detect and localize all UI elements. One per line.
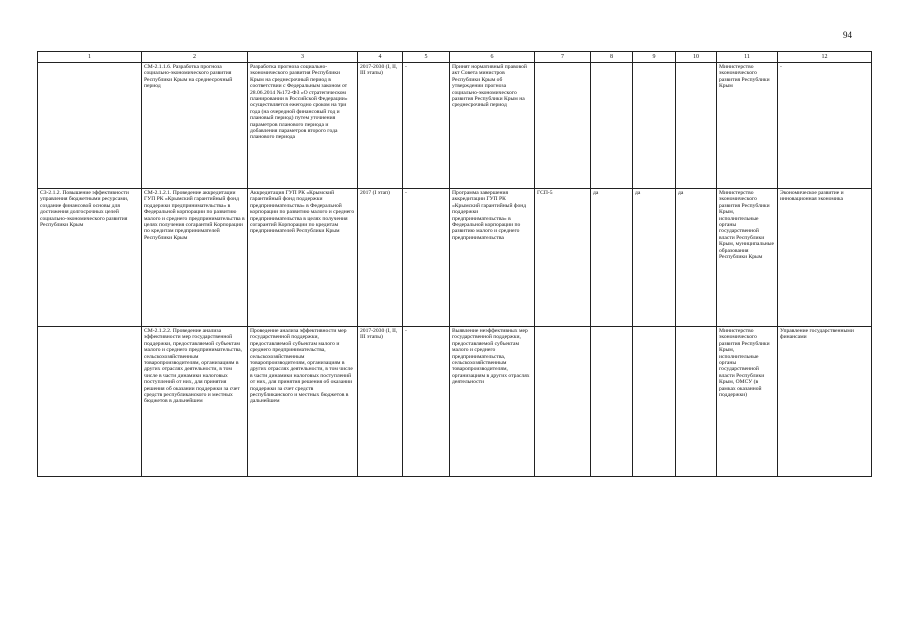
column-header: 6 <box>450 52 535 63</box>
table-cell <box>633 63 676 189</box>
table-cell <box>676 327 717 477</box>
table-row <box>38 63 872 189</box>
column-header: 4 <box>358 52 403 63</box>
table-cell: ГСП-5 <box>535 189 591 327</box>
table-cell <box>591 327 633 477</box>
table-cell-description: Проведение анализа эффективности мер государственной поддержки, предоставляемой субъектам малого и среднего предпринимательства, сельскохозяйственным товаропроизводителям, организациям в других отраслях деятельности, в том числе в части динамики налоговых поступлений от них, для принятия решения об оказании поддержки за счет средств республиканского и местных бюджетов в дальнейшем <box>248 327 358 477</box>
table-row <box>38 189 872 327</box>
table-header-row <box>38 52 872 63</box>
table-cell-goal <box>38 63 142 189</box>
table-cell-result: Принят нормативный правовой акт Совета министров Республики Крым об утверждении прогноза социально-экономического развития Республики Крым на среднесрочный период <box>450 63 535 189</box>
table-cell: - <box>403 63 450 189</box>
table-cell: да <box>676 189 717 327</box>
table-cell-program: Управление государственными финансами <box>778 327 872 477</box>
table-cell: - <box>403 327 450 477</box>
column-header: 5 <box>403 52 450 63</box>
table-cell <box>535 63 591 189</box>
table-cell-responsible: Министерство экономического развития Республики Крым <box>717 63 778 189</box>
column-header: 9 <box>633 52 676 63</box>
table-cell-measure: СМ-2.1.1.6. Разработка прогноза социально-экономического развития Республики Крым на среднесрочный период <box>142 63 248 189</box>
column-header: 1 <box>38 52 142 63</box>
table-cell-period: 2017-2030 (I, II, III этапы) <box>358 63 403 189</box>
table-cell-measure: СМ-2.1.2.1. Проведение аккредитации ГУП РК «Крымский гарантийный фонд поддержки предпринимательства» в Федеральной корпорации по развитию малого и среднего предпринимательства в целях получения согарантий Корпорации по кредитам предпринимателей Республики Крым <box>142 189 248 327</box>
table-cell-goal: СЗ-2.1.2. Повышение эффективности управления бюджетными ресурсами, создание финансовой основы для достижения долгосрочных целей социально-экономического развития Республики Крым <box>38 189 142 327</box>
table-cell-description: Разработка прогноза социально-экономического развития Республики Крым на среднесрочный период в соответствии с Федеральным законом от 28.06.2014 №172-ФЗ «О стратегическом планировании в Российской Федерации» осуществляется ежегодно сроком на три года (на очередной финансовый год и плановый период) путем уточнения параметров планового периода и добавления параметров второго года планового периода <box>248 63 358 189</box>
table-cell-responsible: Министерство экономического развития Республики Крым, исполнительные органы государственной власти Республики Крым, ОМСУ (в рамках оказанной поддержки) <box>717 327 778 477</box>
table-cell <box>676 63 717 189</box>
table-cell-measure: СМ-2.1.2.2. Проведение анализа эффективности мер государственной поддержки, предоставляемой субъектам малого и среднего предпринимательства, сельскохозяйственным товаропроизводителям, организациям в других отраслях деятельности, в том числе в части динамики налоговых поступлений от них, для принятия решения об оказании поддержки за счет средств республиканского и местных бюджетов в дальнейшем <box>142 327 248 477</box>
table-cell <box>591 63 633 189</box>
column-header: 11 <box>717 52 778 63</box>
column-header: 10 <box>676 52 717 63</box>
table-cell: - <box>403 189 450 327</box>
table-cell-result: Выявление неэффективных мер государственной поддержки, предоставляемой субъектам малого и среднего предпринимательства, сельскохозяйственным товаропроизводителям, организациям в других отраслях деятельности <box>450 327 535 477</box>
table-cell-goal <box>38 327 142 477</box>
table-cell-result: Программа завершения аккредитации ГУП РК «Крымский гарантийный фонд поддержки предпринимательства» в Федеральной корпорации по развитию малого и среднего предпринимательства <box>450 189 535 327</box>
table-cell-description: Аккредитация ГУП РК «Крымский гарантийный фонд поддержки предпринимательства» в Федеральной корпорации по развитию малого и среднего предпринимательства в целях получения согарантий Корпорации по кредитам предпринимателей Республики Крым <box>248 189 358 327</box>
column-header: 8 <box>591 52 633 63</box>
page-number: 94 <box>843 30 852 40</box>
measures-table <box>37 51 872 477</box>
table-cell-responsible: Министерство экономического развития Республики Крым, исполнительные органы государственной власти Республики Крым, муниципальные образования Республики Крым <box>717 189 778 327</box>
table-cell-period: 2017 (I этап) <box>358 189 403 327</box>
table-cell-period: 2017-2030 (I, II, III этапы) <box>358 327 403 477</box>
table-cell-program: - <box>778 63 872 189</box>
table-cell: да <box>633 189 676 327</box>
table-cell-program: Экономическое развитие и инновационная экономика <box>778 189 872 327</box>
column-header: 2 <box>142 52 248 63</box>
column-header: 7 <box>535 52 591 63</box>
table-cell: да <box>591 189 633 327</box>
table-row <box>38 327 872 477</box>
table-cell <box>633 327 676 477</box>
table-cell <box>535 327 591 477</box>
column-header: 3 <box>248 52 358 63</box>
column-header: 12 <box>778 52 872 63</box>
